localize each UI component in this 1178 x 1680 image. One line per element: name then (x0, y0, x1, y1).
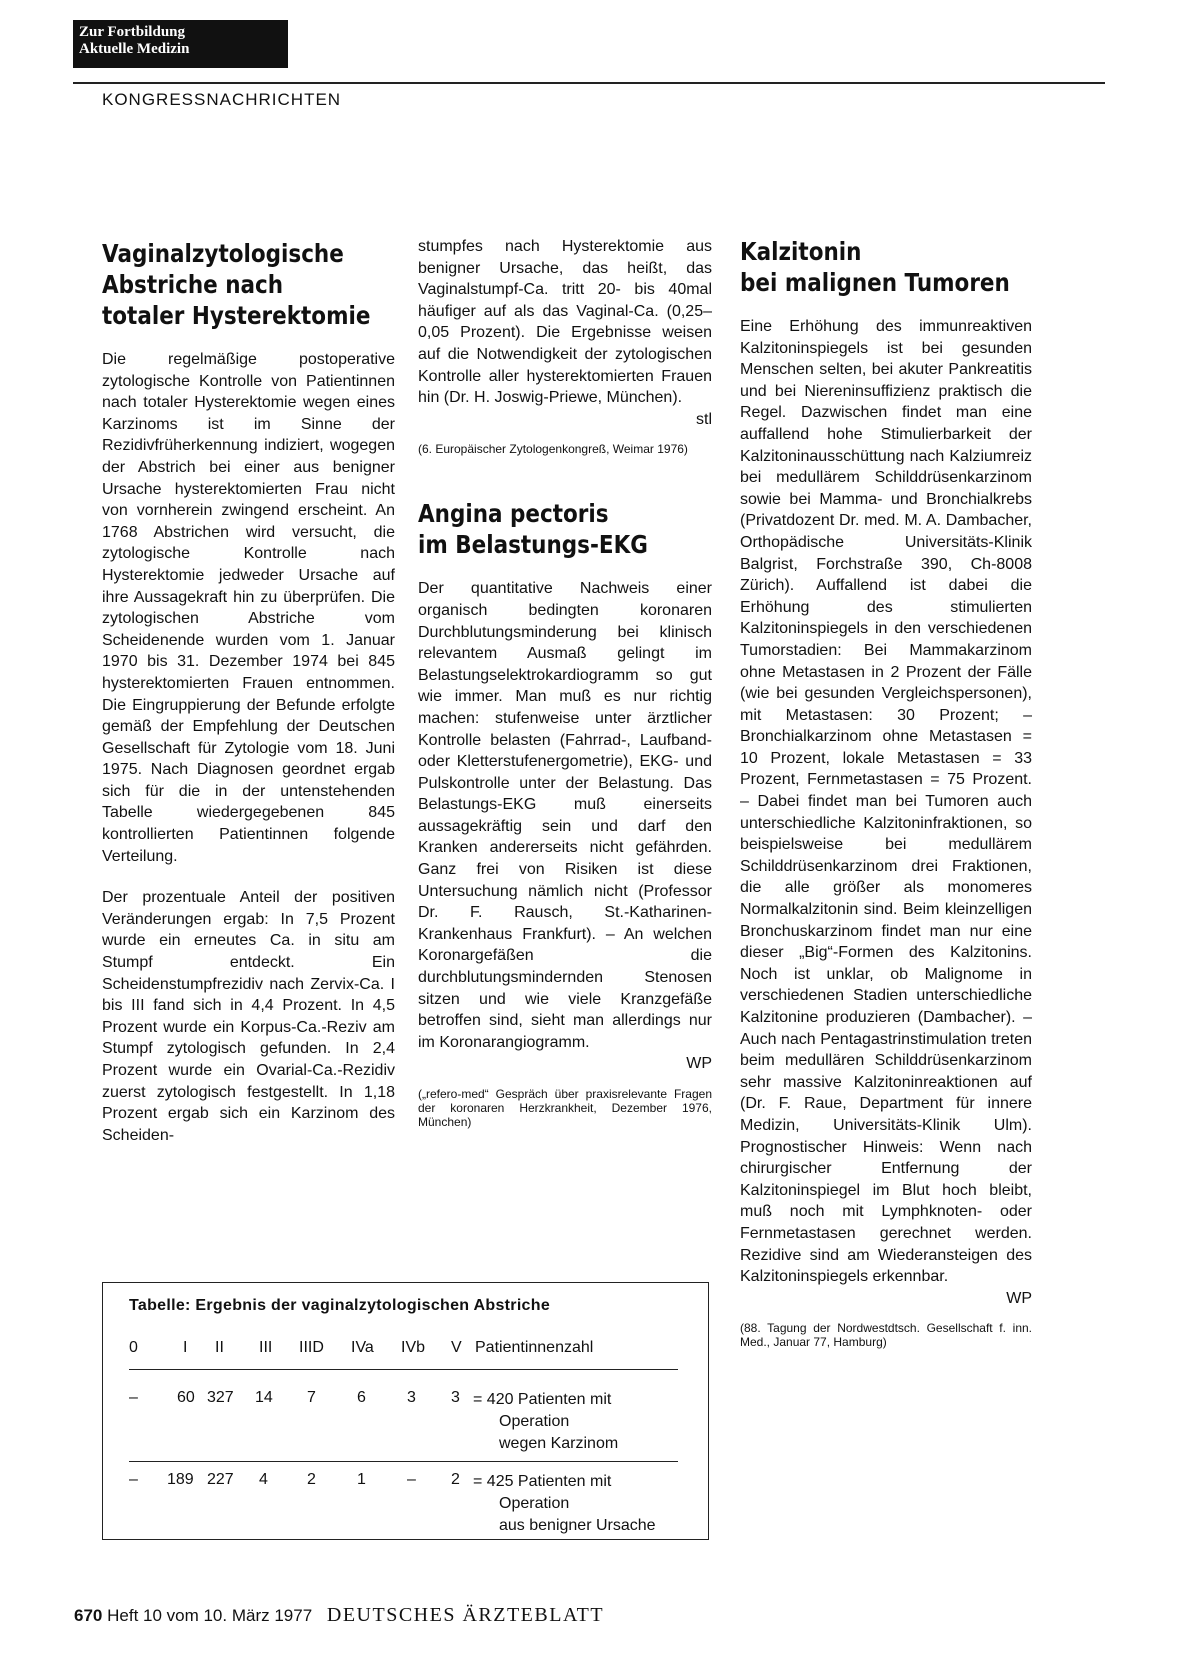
title-line: Angina pectoris (418, 499, 609, 529)
table-header-cell: Patientinnenzahl (475, 1339, 594, 1356)
table-header-cell: I (183, 1339, 188, 1356)
header-rule (73, 82, 1105, 84)
table-cell: 327 (207, 1389, 234, 1406)
article-1-source: (6. Europäischer Zytologenkongreß, Weimar 1976) (418, 442, 688, 457)
issue-info: Heft 10 vom 10. März 1977 (107, 1606, 313, 1625)
table-header-cell: II (215, 1339, 224, 1356)
section-badge (73, 20, 288, 68)
table-cell: 189 (167, 1471, 194, 1488)
table-rule (129, 1461, 678, 1462)
column-1 (102, 238, 395, 1146)
badge-line-1: Zur Fortbildung (79, 24, 186, 40)
table-cell: 14 (255, 1389, 273, 1406)
table-cell: 2 (451, 1471, 460, 1488)
article-1-paragraph-2: Der prozentuale Anteil der positiven Veränderungen ergab: In 7,5 Prozent wurde ein erneutes Ca. in situ am Stumpf entdeckt. Ein Scheidenstumpfrezidiv nach Zervix-Ca. I bis III fand sich in 4,4 Prozent. In 4,5 Prozent wurde ein Korpus-Ca.-Reziv am Stumpf zytologisch gefunden. In 2,4 Prozent wurde ein Ovarial-Ca.-Rezidiv zuerst zytologisch festgestellt. In 1,18 Prozent ergab sich ein Karzinom des Scheiden- (102, 889, 395, 1144)
table-cell: – (129, 1471, 138, 1488)
table-rule (129, 1369, 678, 1370)
article-2-source: („refero-med“ Gespräch über praxisrelevante Fragen der koronaren Herzkrankheit, Dezember 1976, München) (418, 1087, 712, 1129)
article-1-paragraph-3: stumpfes nach Hysterektomie aus benigner Ursache, das heißt, das Vaginalstumpf-Ca. tritt 20- bis 40mal häufiger auf als das Vaginal-Ca. (0,25–0,05 Prozent). Die Ergebnisse weisen auf die Notwendigkeit der zytologischen Kontrolle aller hysterektomierten Frauen hin (Dr. H. Joswig-Priewe, München). (418, 238, 712, 407)
table-cell: 1 (357, 1471, 366, 1488)
table-cell: 60 (177, 1389, 195, 1406)
table-cell: 3 (451, 1389, 460, 1406)
desc-line: wegen Karzinom (499, 1435, 619, 1452)
table-cell: – (129, 1389, 138, 1406)
article-3-source: (88. Tagung der Nordwestdtsch. Gesellschaft f. inn. Med., Januar 77, Hamburg) (740, 1321, 1032, 1350)
article-2-title (418, 498, 711, 560)
table-cell: 227 (207, 1471, 234, 1488)
table-header-cell: IVb (401, 1339, 426, 1356)
desc-line: = 425 Patienten mit (473, 1473, 612, 1490)
section-heading: KONGRESSNACHRICHTEN (102, 90, 342, 109)
table-title: Tabelle: Ergebnis der vaginalzytologischen Abstriche (129, 1297, 551, 1314)
page-footer (74, 1604, 604, 1627)
title-line: im Belastungs-EKG (418, 530, 648, 560)
table-header-cell: 0 (129, 1339, 138, 1356)
desc-line: Operation (499, 1413, 570, 1430)
article-1-title (102, 238, 394, 331)
article-3-title (740, 236, 1031, 298)
title-line: Abstriche nach (102, 270, 284, 299)
badge-line-2: Aktuelle Medizin (79, 41, 190, 57)
table-cell: 6 (357, 1389, 366, 1406)
magazine-name: DEUTSCHES ÄRZTEBLATT (326, 1604, 605, 1626)
results-table (102, 1282, 709, 1540)
table-cell: – (407, 1471, 416, 1488)
article-2-body: Der quantitative Nachweis einer organisch bedingten koronaren Durchblutungsminderung bei klinisch relevantem Ausmaß gelingt im Belastungselektrokardiogramm so gut wie immer. Man muß es nur richtig machen: stufenweise unter ärztlicher Kontrolle belasten (Fahrrad-, Laufband- oder Kletterstufenergometrie), EKG- und Pulskontrolle unter der Belastung. Das Belastungs-EKG muß einerseits aussagekräftig sein und darf den Kranken andererseits nicht gefährden. Ganz frei von Risiken ist diese Untersuchung nämlich nicht (Professor Dr. F. Rausch, St.-Katharinen-Krankenhaus Frankfurt). – An welchen Koronargefäßen die durchblutungsmindernden Stenosen sitzen und wie viele Kranzgefäße betroffen sind, sieht man allerdings nur im Koronarangiogramm. (418, 580, 712, 1051)
table-cell: 3 (407, 1389, 416, 1406)
table-cell: 2 (307, 1471, 316, 1488)
article-2-signature: WP (686, 1055, 712, 1073)
table-row-description (473, 1389, 618, 1455)
title-line: totaler Hysterektomie (102, 301, 371, 330)
table-header-cell: V (451, 1339, 462, 1356)
column-3 (740, 236, 1032, 1349)
article-1-paragraph-1: Die regelmäßige postoperative zytologische Kontrolle von Patientinnen nach totaler Hysterektomie wegen eines Karzinoms ist im Sinne der Rezidivfrüherkennung indiziert, wogegen der Abstrich bei einer aus benigner Ursache hysterektomierten Frau nicht von vornherein zwingend erscheint. An 1768 Abstrichen wird versucht, die zytologische Kontrolle nach Hysterektomie jedweder Ursache auf ihre Aussagekraft hin zu überprüfen. Die zytologischen Abstriche vom Scheidenende wurden vom 1. Januar 1970 bis 31. Dezember 1974 bei 845 hysterektomierten Frauen entnommen. Die Eingruppierung der Befunde erfolgte gemäß der Empfehlung der Deutschen Gesellschaft für Zytologie vom 18. Juni 1975. Nach Diagnosen geordnet ergab sich für die in der untenstehenden Tabelle wiedergegebenen 845 kontrollierten Patientinnen folgende Verteilung. (102, 351, 395, 865)
column-2 (418, 236, 712, 1129)
table-header-cell: IIID (299, 1339, 324, 1356)
table-row-description (473, 1471, 656, 1537)
article-3-signature: WP (1006, 1289, 1032, 1307)
article-1-signature: stl (696, 410, 712, 428)
title-line: Vaginalzytologische (102, 239, 344, 268)
desc-line: aus benigner Ursache (499, 1517, 656, 1534)
table-header-cell: III (259, 1339, 273, 1356)
desc-line: = 420 Patienten mit (473, 1391, 612, 1408)
page-number: 670 (74, 1606, 103, 1625)
article-3-body: Eine Erhöhung des immunreaktiven Kalzitoninspiegels ist bei gesunden Menschen selten, bei akuter Pankreatitis und bei Niereninsuffizienz praktisch die Regel. Dazwischen findet man eine auffallend hohe Stimulierbarkeit der Kalzitoninausschüttung nach Kalziumreiz bei medullärem Schilddrüsenkarzinom sowie bei Mamma- und Bronchialkrebs (Privatdozent Dr. med. M. A. Dambacher, Orthopädische Universitäts-Klinik Balgrist, Forchstraße 390, Ch-8008 Zürich). Auffallend ist dabei die Erhöhung des stimulierten Kalzitoninspiegels in den verschiedenen Tumorstadien: Bei Mammakarzinom ohne Metastasen in 2 Prozent der Fälle (wie bei gesunden Vergleichspersonen), mit Metastasen: 30 Prozent; – Bronchialkarzinom ohne Metastasen = 10 Prozent, lokale Metastasen = 33 Prozent, Fernmetastasen = 75 Prozent. – Dabei findet man bei Tumoren auch unterschiedliche Kalzitoninfraktionen, so beispielsweise bei medullärem Schilddrüsenkarzinom drei Fraktionen, die alle größer als monomeres Normalkalzitonin sind. Beim kleinzelligen Bronchuskarzinom findet man nur eine dieser „Big“-Formen des Kalzitonins. Noch ist unklar, ob Malignome in verschiedenen Stadien unterschiedliche Kalzitonine produzieren (Dambacher). – Auch nach Pentagastrinstimulation treten beim medullären Schilddrüsenkarzinom sehr massive Kalzitoninreaktionen auf (Dr. F. Raue, Department für innere Medizin, Universitäts-Klinik Ulm). Prognostischer Hinweis: Wenn nach chirurgischer Entfernung der Kalzitoninspiegel im Blut hoch bleibt, muß noch mit Lymphknoten- oder Fernmetastasen gerechnet werden. Rezidive sind am Wiederansteigen des Kalzitoninspiegels erkennbar. (740, 318, 1032, 1286)
title-line: bei malignen Tumoren (740, 268, 1010, 297)
title-line: Kalzitonin (740, 237, 862, 266)
table-header-cell: IVa (351, 1339, 374, 1356)
desc-line: Operation (499, 1495, 570, 1512)
table-cell: 4 (259, 1471, 268, 1488)
table-cell: 7 (307, 1389, 316, 1406)
